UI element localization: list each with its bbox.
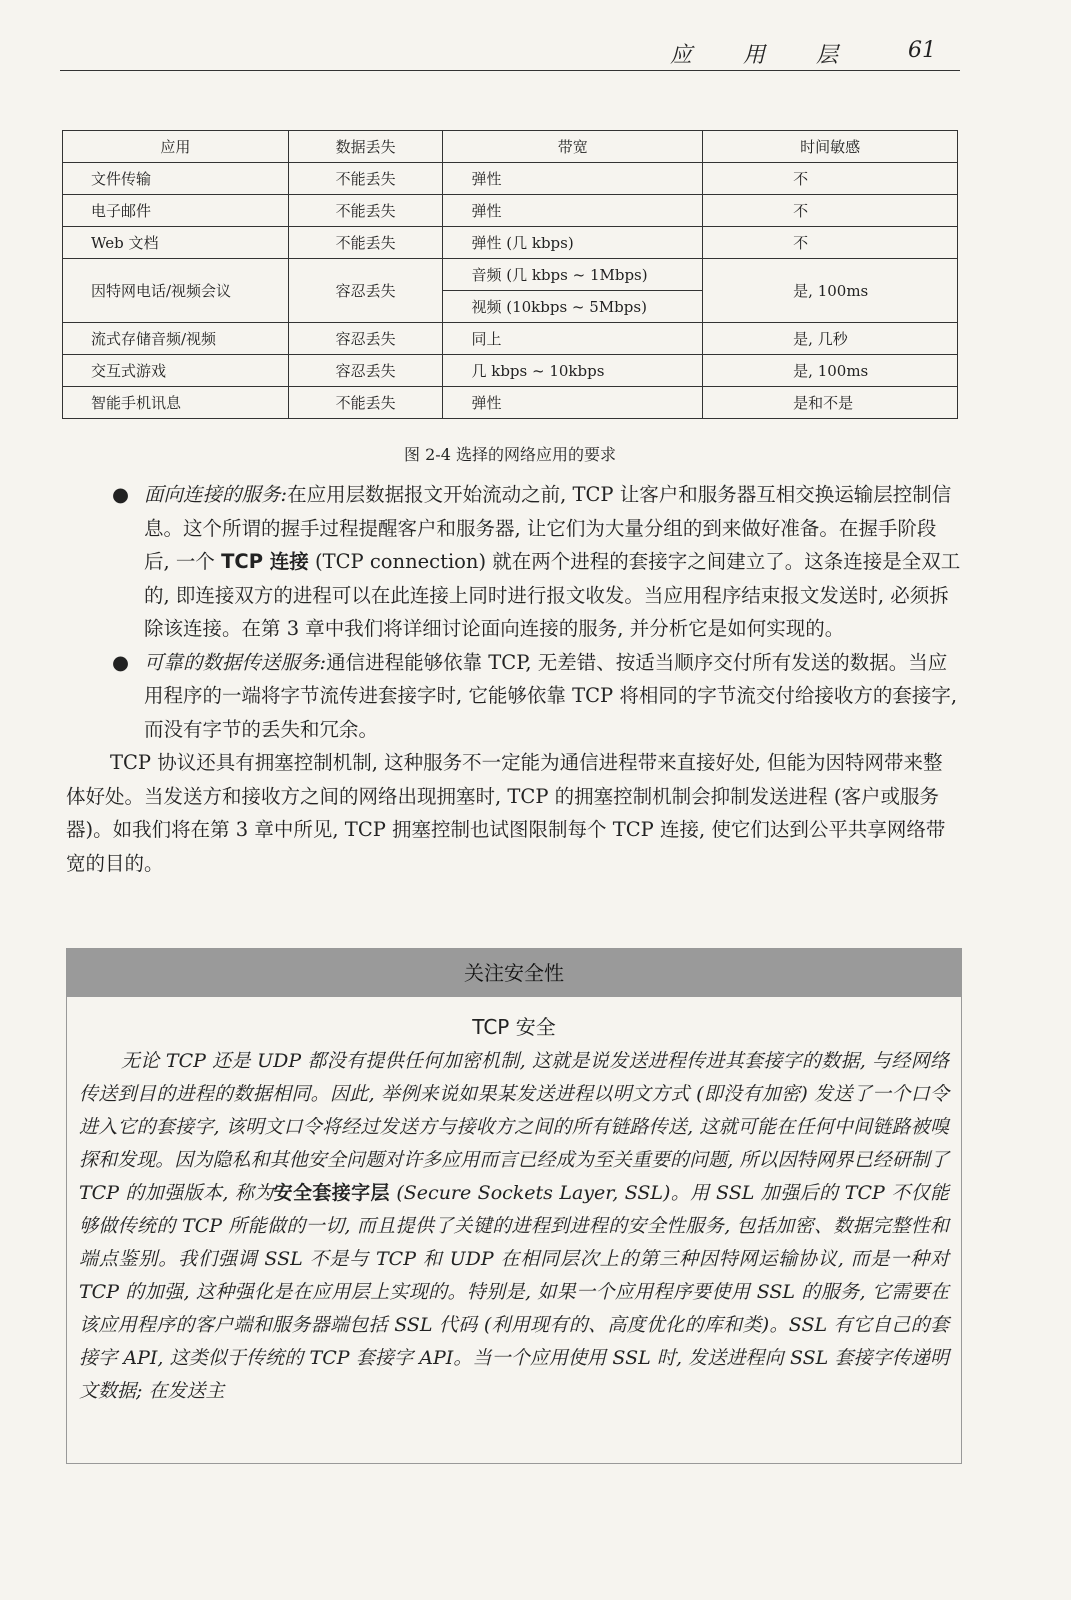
security-keyword: 安全套接字层 bbox=[273, 1182, 390, 1204]
cell-time: 不 bbox=[703, 195, 958, 227]
cell-time: 是, 几秒 bbox=[703, 323, 958, 355]
cell-bandwidth: 弹性 bbox=[443, 163, 703, 195]
cell-bandwidth-video: 视频 (10kbps ~ 5Mbps) bbox=[443, 291, 703, 323]
col-header-time: 时间敏感 bbox=[703, 131, 958, 163]
cell-loss: 不能丢失 bbox=[288, 387, 443, 419]
chapter-title: 应 用 层 bbox=[670, 43, 860, 68]
table-header-row bbox=[63, 131, 958, 163]
cell-app: 电子邮件 bbox=[63, 195, 289, 227]
cell-loss: 不能丢失 bbox=[288, 227, 443, 259]
cell-bandwidth: 同上 bbox=[443, 323, 703, 355]
bullet-term: 面向连接的服务: bbox=[144, 483, 288, 506]
table-row bbox=[63, 323, 958, 355]
cell-bandwidth: 几 kbps ~ 10kbps bbox=[443, 355, 703, 387]
cell-app: 交互式游戏 bbox=[63, 355, 289, 387]
col-header-loss: 数据丢失 bbox=[288, 131, 443, 163]
security-box bbox=[66, 948, 962, 1464]
cell-app: 因特网电话/视频会议 bbox=[63, 259, 289, 323]
cell-app: 智能手机讯息 bbox=[63, 387, 289, 419]
cell-bandwidth: 弹性 bbox=[443, 195, 703, 227]
table-row bbox=[63, 227, 958, 259]
cell-time: 不 bbox=[703, 163, 958, 195]
bullet-dot-icon: ● bbox=[112, 650, 130, 674]
security-text: 无论 TCP 还是 UDP 都没有提供任何加密机制, 这就是说发送进程传进其套接字的数据, 与经网络传送到目的进程的数据相同。因此, 举例来说如果某发送进程以明文方式 (即没有加密) 发送了一个口令进入它的套接字, 该明文口令将经过发送方与接收方之间的所有链路传送, 这就可能在任何中间链路被嗅探和发现。因为隐私和其他安全问题对许多应用而言已经成为至关重要的问题, 所以因特网界已经研制了 TCP 的加强版本, 称为 bbox=[79, 1050, 949, 1204]
requirements-table bbox=[62, 130, 958, 419]
security-text: (Secure Sockets Layer, SSL)。用 SSL 加强后的 TCP 不仅能够做传统的 TCP 所能做的一切, 而且提供了关键的进程到进程的安全性服务, 包括加密、数据完整性和端点鉴别。我们强调 SSL 不是与 TCP 和 UDP 在相同层次上的第三种因特网运输协议, 而是一种对 TCP 的加强, 这种强化是在应用层上实现的。特别是, 如果一个应用程序要使用 SSL 的服务, 它需要在该应用程序的客户端和服务器端包括 SSL 代码 (利用现有的、高度优化的库和类)。SSL 有它自己的套接字 API, 这类似于传统的 TCP 套接字 API。当一个应用使用 SSL 时, 发送进程向 SSL 套接字传递明文数据; 在发送主 bbox=[79, 1182, 949, 1402]
cell-app: Web 文档 bbox=[63, 227, 289, 259]
cell-time: 不 bbox=[703, 227, 958, 259]
cell-app: 文件传输 bbox=[63, 163, 289, 195]
cell-bandwidth: 弹性 (几 kbps) bbox=[443, 227, 703, 259]
cell-loss: 容忍丢失 bbox=[288, 323, 443, 355]
cell-loss: 不能丢失 bbox=[288, 163, 443, 195]
running-header bbox=[60, 36, 960, 71]
table-row bbox=[63, 259, 958, 291]
bullet-term: 可靠的数据传送服务: bbox=[144, 650, 327, 674]
table-row bbox=[63, 355, 958, 387]
cell-time: 是和不是 bbox=[703, 387, 958, 419]
col-header-app: 应用 bbox=[63, 131, 289, 163]
bullet-text: 通信进程能够依靠 TCP, 无差错、按适当顺序交付所有发送的数据。当应用程序的一端将字节流传进套接字时, 它能够依靠 TCP 将相同的字节流交付给接收方的套接字, 而没有字节的丢失和冗余。 bbox=[144, 650, 958, 741]
cell-bandwidth-audio: 音频 (几 kbps ~ 1Mbps) bbox=[443, 259, 703, 291]
table-row bbox=[63, 387, 958, 419]
table-row bbox=[63, 195, 958, 227]
cell-loss: 不能丢失 bbox=[288, 195, 443, 227]
cell-loss: 容忍丢失 bbox=[288, 259, 443, 323]
cell-time: 是, 100ms bbox=[703, 259, 958, 323]
table-row bbox=[63, 163, 958, 195]
paragraph: TCP 协议还具有拥塞控制机制, 这种服务不一定能为通信进程带来直接好处, 但能为因特网带来整体好处。当发送方和接收方之间的网络出现拥塞时, TCP 的拥塞控制机制会抑制发送进程 (客户或服务器)。如我们将在第 3 章中所见, TCP 拥塞控制也试图限制每个 TCP 连接, 使它们达到公平共享网络带宽的目的。 bbox=[66, 751, 946, 875]
bullet-dot-icon: ● bbox=[112, 483, 130, 506]
security-box-title: TCP 安全 bbox=[472, 1015, 556, 1039]
bullet-item bbox=[66, 646, 961, 747]
cell-app: 流式存储音频/视频 bbox=[63, 323, 289, 355]
col-header-bandwidth: 带宽 bbox=[443, 131, 703, 163]
bullet-text: (TCP connection) 就在两个进程的套接字之间建立了。这条连接是全双工的, 即连接双方的进程可以在此连接上同时进行报文收发。当应用程序结束报文发送时, 必须拆除该连接。在第 3 章中我们将详细讨论面向连接的服务, 并分析它是如何实现的。 bbox=[144, 550, 961, 640]
security-box-text bbox=[67, 1045, 961, 1408]
page-number: 61 bbox=[908, 38, 936, 63]
cell-loss: 容忍丢失 bbox=[288, 355, 443, 387]
security-box-header: 关注安全性 bbox=[67, 949, 961, 997]
bullet-text: 在应用层数据报文开始流动之前, TCP 让客户和服务器互相交换运输层控制信息。这个所谓的握手过程提醒客户和服务器, 让它们为大量分组的到来做好准备。在握手阶段后, 一个 bbox=[144, 483, 952, 573]
cell-bandwidth: 弹性 bbox=[443, 387, 703, 419]
body-text bbox=[66, 478, 961, 880]
cell-time: 是, 100ms bbox=[703, 355, 958, 387]
figure-caption: 图 2-4 选择的网络应用的要求 bbox=[404, 445, 616, 464]
bullet-keyword: TCP 连接 bbox=[221, 550, 309, 573]
bullet-item bbox=[66, 478, 961, 646]
